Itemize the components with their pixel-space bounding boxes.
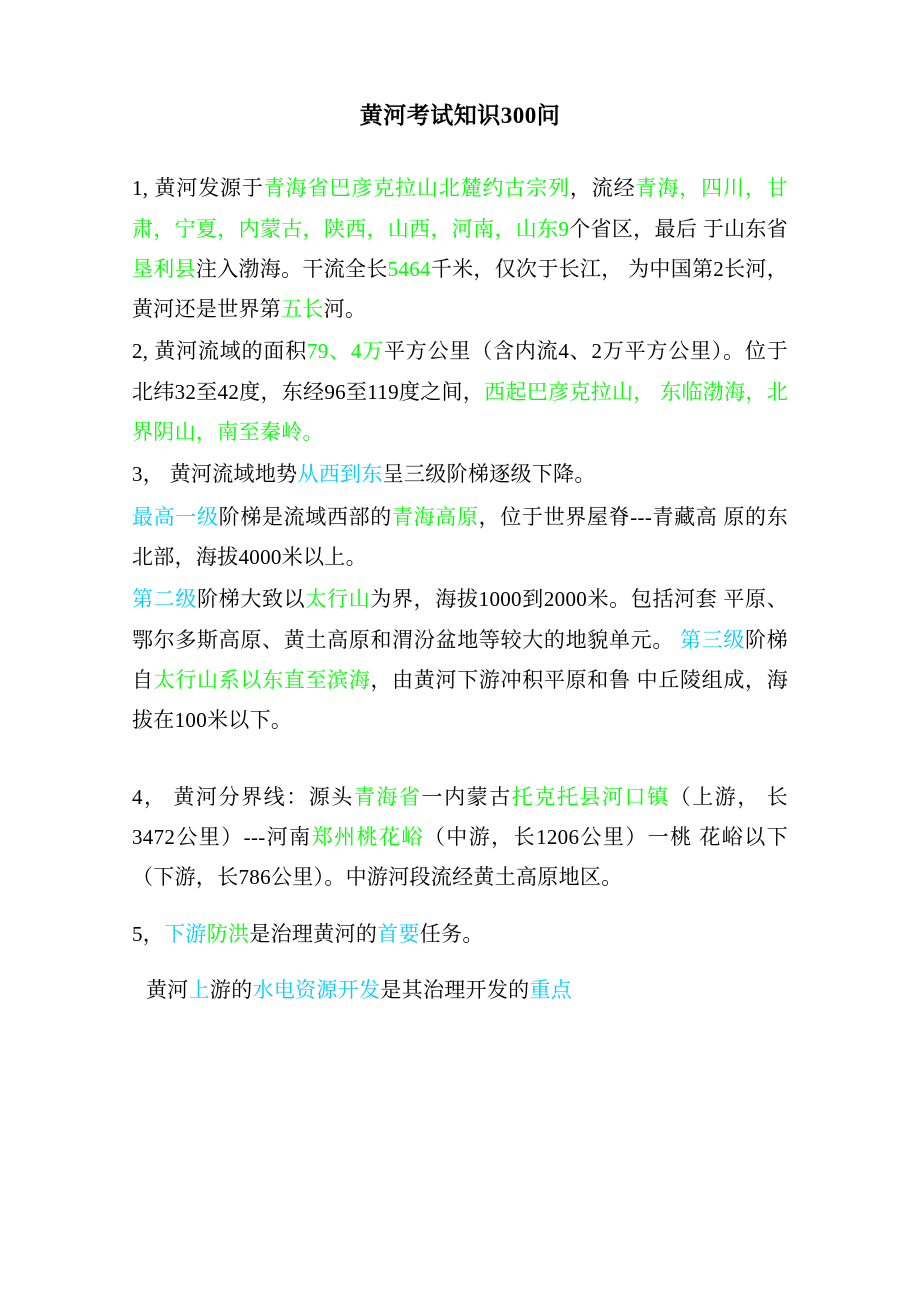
text-run: 5464 bbox=[387, 256, 431, 281]
text-run: 首要 bbox=[377, 921, 420, 946]
text-run: 太行山系以东直至滨海 bbox=[153, 667, 371, 692]
text-run: ，流经 bbox=[569, 176, 636, 201]
text-run: 79、4万 bbox=[307, 339, 384, 364]
text-run: 是治理黄河的 bbox=[249, 921, 378, 946]
text-run: 托克托县河口镇 bbox=[511, 784, 670, 809]
text-run: 第三级 bbox=[679, 627, 745, 652]
text-run: 个省区，最后 于山东省 bbox=[569, 216, 788, 241]
text-run: 青海，四川，甘肃，宁夏，内蒙古，陕西，山西，河南，山东9 bbox=[132, 176, 788, 241]
text-run: 2, 黄河流域的面积 bbox=[132, 339, 307, 364]
text-run: 阶梯自 bbox=[132, 627, 788, 692]
text-run: 黄河 bbox=[146, 977, 189, 1002]
text-run: 一内蒙古 bbox=[421, 784, 512, 809]
text-run: 防洪 bbox=[206, 921, 250, 946]
paragraph-q2 bbox=[132, 331, 788, 452]
text-run: ，位于世界屋脊---青藏高 原的东北部，海拔4000米以上。 bbox=[132, 504, 789, 569]
text-run: 重点 bbox=[529, 977, 573, 1002]
text-run: 千米，仅次于长江， 为中国第2长河，黄河还是世界第 bbox=[132, 256, 788, 322]
text-run: 注入渤海。干流全长 bbox=[195, 256, 388, 281]
text-run: 五长 bbox=[281, 297, 324, 322]
paragraph-q3 bbox=[132, 454, 788, 494]
text-run: 青海高原 bbox=[391, 504, 479, 529]
text-run: 垦利县 bbox=[132, 256, 196, 281]
text-run: 为界，海拔1000到2000米。包括河套 平原、鄂尔多斯高原、黄土高原和渭汾盆地等较大的地貌单元。 bbox=[132, 587, 788, 652]
document-body bbox=[132, 168, 788, 1010]
text-run: 河。 bbox=[323, 297, 367, 322]
text-run: 青海省 bbox=[353, 784, 422, 809]
text-run: 水电资源开发 bbox=[252, 977, 381, 1002]
text-run: 第二级 bbox=[132, 587, 197, 612]
text-run: 最高一级 bbox=[132, 504, 219, 529]
text-run: 5， bbox=[132, 921, 165, 946]
paragraph-q6 bbox=[132, 970, 788, 1010]
text-run: 是其治理开发的 bbox=[380, 977, 530, 1002]
text-run: （上游， 长3472公里）---河南 bbox=[132, 784, 788, 849]
text-run: 任务。 bbox=[419, 921, 484, 946]
text-run: 阶梯大致以 bbox=[197, 587, 306, 612]
text-run: 游的 bbox=[209, 977, 253, 1002]
text-run: 从西到东 bbox=[297, 462, 383, 487]
paragraph-spacer-3 bbox=[132, 956, 788, 970]
paragraph-q5 bbox=[132, 914, 788, 954]
text-run: （中游，长1206公里）一桃 花峪以下（下游，长786公里）。中游河段流经黄土高原地区。 bbox=[132, 824, 788, 890]
text-run: 上 bbox=[188, 977, 210, 1002]
text-run: 3， 黄河流域地势 bbox=[132, 462, 298, 487]
text-run: 下游 bbox=[164, 921, 207, 946]
text-run: 阶梯是流域西部的 bbox=[218, 504, 392, 529]
text-run: 呈三级阶梯逐级下降。 bbox=[382, 462, 596, 487]
text-run: 平方公里（含内流4、2万平方公里）。位于北纬32至42度，东经96至119度之间， bbox=[132, 339, 788, 404]
text-run: 太行山 bbox=[305, 587, 371, 612]
text-run: 西起巴彦克拉山， 东临渤海，北界阴山，南至秦岭。 bbox=[132, 379, 788, 445]
page-title: 黄河考试知识300问 bbox=[359, 103, 561, 128]
paragraph-q3b bbox=[132, 579, 788, 740]
text-run: ，由黄河下游冲积平原和鲁 中丘陵组成，海拔在100米以下。 bbox=[132, 667, 788, 733]
text-run: 4， 黄河分界线：源头 bbox=[132, 784, 354, 809]
paragraph-spacer bbox=[132, 743, 788, 777]
text-run: 青海省巴彦克拉山北麓约古宗列 bbox=[263, 176, 570, 201]
paragraph-q4 bbox=[132, 777, 788, 898]
paragraph-spacer-2 bbox=[132, 900, 788, 914]
text-run: 郑州桃花峪 bbox=[311, 824, 424, 849]
text-run: 1, 黄河发源于 bbox=[132, 176, 264, 201]
paragraph-q1 bbox=[132, 168, 788, 329]
paragraph-q3a bbox=[132, 497, 788, 578]
